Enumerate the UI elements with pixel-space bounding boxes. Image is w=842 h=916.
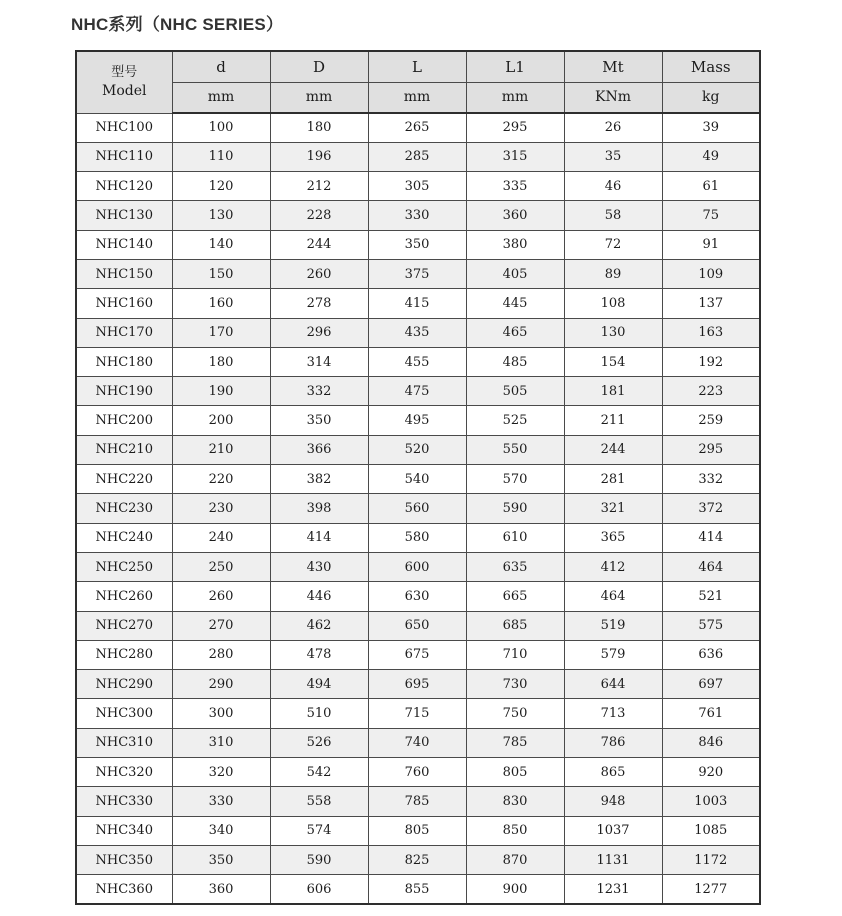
value-cell: 805 [466, 758, 564, 787]
model-cell: NHC100 [76, 113, 172, 142]
value-cell: 300 [172, 699, 270, 728]
table-row [76, 435, 760, 464]
value-cell: 430 [270, 552, 368, 581]
value-cell: 360 [466, 201, 564, 230]
value-cell: 805 [368, 816, 466, 845]
value-cell: 26 [564, 113, 662, 142]
value-cell: 137 [662, 289, 760, 318]
value-cell: 61 [662, 172, 760, 201]
col-header-d: d [172, 51, 270, 82]
value-cell: 250 [172, 552, 270, 581]
value-cell: 1003 [662, 787, 760, 816]
table-row [76, 670, 760, 699]
value-cell: 740 [368, 728, 466, 757]
model-cell: NHC320 [76, 758, 172, 787]
value-cell: 260 [172, 582, 270, 611]
model-cell: NHC350 [76, 845, 172, 874]
value-cell: 464 [662, 552, 760, 581]
value-cell: 1231 [564, 875, 662, 904]
value-cell: 414 [662, 523, 760, 552]
value-cell: 366 [270, 435, 368, 464]
value-cell: 350 [172, 845, 270, 874]
table-row [76, 845, 760, 874]
model-header-en: Model [102, 82, 147, 99]
header-name-row [76, 51, 760, 82]
value-cell: 650 [368, 611, 466, 640]
value-cell: 550 [466, 435, 564, 464]
value-cell: 630 [368, 582, 466, 611]
value-cell: 330 [368, 201, 466, 230]
value-cell: 39 [662, 113, 760, 142]
value-cell: 590 [270, 845, 368, 874]
value-cell: 850 [466, 816, 564, 845]
value-cell: 375 [368, 259, 466, 288]
value-cell: 190 [172, 377, 270, 406]
value-cell: 398 [270, 494, 368, 523]
table-row [76, 113, 760, 142]
value-cell: 464 [564, 582, 662, 611]
model-header-zh: 型号 [111, 65, 138, 81]
model-cell: NHC120 [76, 172, 172, 201]
table-row [76, 347, 760, 376]
value-cell: 713 [564, 699, 662, 728]
value-cell: 285 [368, 142, 466, 171]
value-cell: 170 [172, 318, 270, 347]
col-header-L: L [368, 51, 466, 82]
value-cell: 455 [368, 347, 466, 376]
value-cell: 280 [172, 640, 270, 669]
value-cell: 265 [368, 113, 466, 142]
value-cell: 715 [368, 699, 466, 728]
value-cell: 130 [564, 318, 662, 347]
value-cell: 305 [368, 172, 466, 201]
value-cell: 321 [564, 494, 662, 523]
value-cell: 644 [564, 670, 662, 699]
table-row [76, 611, 760, 640]
value-cell: 211 [564, 406, 662, 435]
model-cell: NHC340 [76, 816, 172, 845]
value-cell: 600 [368, 552, 466, 581]
value-cell: 1277 [662, 875, 760, 904]
value-cell: 320 [172, 758, 270, 787]
model-cell: NHC150 [76, 259, 172, 288]
value-cell: 710 [466, 640, 564, 669]
value-cell: 192 [662, 347, 760, 376]
nhc-series-spec-table [75, 50, 761, 905]
value-cell: 462 [270, 611, 368, 640]
value-cell: 75 [662, 201, 760, 230]
value-cell: 519 [564, 611, 662, 640]
value-cell: 110 [172, 142, 270, 171]
value-cell: 140 [172, 230, 270, 259]
value-cell: 786 [564, 728, 662, 757]
model-cell: NHC200 [76, 406, 172, 435]
value-cell: 296 [270, 318, 368, 347]
col-unit-D: mm [270, 82, 368, 113]
value-cell: 520 [368, 435, 466, 464]
value-cell: 760 [368, 758, 466, 787]
value-cell: 635 [466, 552, 564, 581]
value-cell: 310 [172, 728, 270, 757]
value-cell: 89 [564, 259, 662, 288]
table-row [76, 406, 760, 435]
value-cell: 465 [466, 318, 564, 347]
value-cell: 1131 [564, 845, 662, 874]
model-cell: NHC260 [76, 582, 172, 611]
value-cell: 606 [270, 875, 368, 904]
col-unit-Mt: KNm [564, 82, 662, 113]
value-cell: 846 [662, 728, 760, 757]
model-cell: NHC290 [76, 670, 172, 699]
col-unit-L: mm [368, 82, 466, 113]
col-header-L1: L1 [466, 51, 564, 82]
value-cell: 665 [466, 582, 564, 611]
value-cell: 35 [564, 142, 662, 171]
value-cell: 540 [368, 465, 466, 494]
value-cell: 435 [368, 318, 466, 347]
model-cell: NHC240 [76, 523, 172, 552]
value-cell: 340 [172, 816, 270, 845]
table-row [76, 728, 760, 757]
table-row [76, 230, 760, 259]
value-cell: 58 [564, 201, 662, 230]
table-row [76, 201, 760, 230]
model-cell: NHC170 [76, 318, 172, 347]
value-cell: 72 [564, 230, 662, 259]
value-cell: 295 [662, 435, 760, 464]
value-cell: 332 [270, 377, 368, 406]
value-cell: 750 [466, 699, 564, 728]
value-cell: 244 [270, 230, 368, 259]
value-cell: 580 [368, 523, 466, 552]
value-cell: 200 [172, 406, 270, 435]
value-cell: 270 [172, 611, 270, 640]
value-cell: 150 [172, 259, 270, 288]
value-cell: 372 [662, 494, 760, 523]
value-cell: 281 [564, 465, 662, 494]
value-cell: 675 [368, 640, 466, 669]
value-cell: 295 [466, 113, 564, 142]
model-cell: NHC220 [76, 465, 172, 494]
value-cell: 230 [172, 494, 270, 523]
model-cell: NHC140 [76, 230, 172, 259]
value-cell: 505 [466, 377, 564, 406]
value-cell: 100 [172, 113, 270, 142]
value-cell: 220 [172, 465, 270, 494]
value-cell: 685 [466, 611, 564, 640]
value-cell: 109 [662, 259, 760, 288]
table-row [76, 699, 760, 728]
value-cell: 196 [270, 142, 368, 171]
value-cell: 108 [564, 289, 662, 318]
table-row [76, 377, 760, 406]
value-cell: 228 [270, 201, 368, 230]
value-cell: 445 [466, 289, 564, 318]
value-cell: 46 [564, 172, 662, 201]
value-cell: 900 [466, 875, 564, 904]
value-cell: 278 [270, 289, 368, 318]
table-row [76, 289, 760, 318]
value-cell: 574 [270, 816, 368, 845]
value-cell: 335 [466, 172, 564, 201]
col-header-model [76, 51, 172, 113]
col-header-D: D [270, 51, 368, 82]
value-cell: 830 [466, 787, 564, 816]
value-cell: 510 [270, 699, 368, 728]
model-cell: NHC190 [76, 377, 172, 406]
value-cell: 761 [662, 699, 760, 728]
model-cell: NHC180 [76, 347, 172, 376]
value-cell: 579 [564, 640, 662, 669]
model-cell: NHC360 [76, 875, 172, 904]
value-cell: 485 [466, 347, 564, 376]
table-row [76, 172, 760, 201]
value-cell: 212 [270, 172, 368, 201]
value-cell: 870 [466, 845, 564, 874]
value-cell: 163 [662, 318, 760, 347]
value-cell: 49 [662, 142, 760, 171]
model-cell: NHC130 [76, 201, 172, 230]
value-cell: 240 [172, 523, 270, 552]
col-unit-L1: mm [466, 82, 564, 113]
value-cell: 785 [466, 728, 564, 757]
value-cell: 1172 [662, 845, 760, 874]
value-cell: 542 [270, 758, 368, 787]
value-cell: 365 [564, 523, 662, 552]
value-cell: 825 [368, 845, 466, 874]
value-cell: 521 [662, 582, 760, 611]
value-cell: 495 [368, 406, 466, 435]
model-cell: NHC330 [76, 787, 172, 816]
value-cell: 260 [270, 259, 368, 288]
value-cell: 414 [270, 523, 368, 552]
value-cell: 1037 [564, 816, 662, 845]
col-header-Mt: Mt [564, 51, 662, 82]
value-cell: 865 [564, 758, 662, 787]
value-cell: 526 [270, 728, 368, 757]
model-cell: NHC160 [76, 289, 172, 318]
value-cell: 382 [270, 465, 368, 494]
value-cell: 610 [466, 523, 564, 552]
value-cell: 405 [466, 259, 564, 288]
table-row [76, 494, 760, 523]
value-cell: 350 [368, 230, 466, 259]
value-cell: 91 [662, 230, 760, 259]
value-cell: 181 [564, 377, 662, 406]
value-cell: 920 [662, 758, 760, 787]
value-cell: 380 [466, 230, 564, 259]
value-cell: 855 [368, 875, 466, 904]
col-unit-Mass: kg [662, 82, 760, 113]
value-cell: 290 [172, 670, 270, 699]
model-cell: NHC210 [76, 435, 172, 464]
value-cell: 223 [662, 377, 760, 406]
col-header-Mass: Mass [662, 51, 760, 82]
value-cell: 180 [172, 347, 270, 376]
value-cell: 360 [172, 875, 270, 904]
value-cell: 478 [270, 640, 368, 669]
value-cell: 154 [564, 347, 662, 376]
model-cell: NHC230 [76, 494, 172, 523]
value-cell: 446 [270, 582, 368, 611]
model-cell: NHC110 [76, 142, 172, 171]
value-cell: 695 [368, 670, 466, 699]
model-cell: NHC280 [76, 640, 172, 669]
table-row [76, 318, 760, 347]
table-row [76, 816, 760, 845]
model-cell: NHC250 [76, 552, 172, 581]
table-row [76, 523, 760, 552]
value-cell: 332 [662, 465, 760, 494]
table-row [76, 465, 760, 494]
col-unit-d: mm [172, 82, 270, 113]
value-cell: 315 [466, 142, 564, 171]
value-cell: 1085 [662, 816, 760, 845]
value-cell: 330 [172, 787, 270, 816]
value-cell: 180 [270, 113, 368, 142]
value-cell: 415 [368, 289, 466, 318]
value-cell: 130 [172, 201, 270, 230]
value-cell: 590 [466, 494, 564, 523]
value-cell: 475 [368, 377, 466, 406]
value-cell: 120 [172, 172, 270, 201]
table-row [76, 582, 760, 611]
value-cell: 412 [564, 552, 662, 581]
value-cell: 636 [662, 640, 760, 669]
value-cell: 494 [270, 670, 368, 699]
header-unit-row [76, 82, 760, 113]
table-body [76, 113, 760, 904]
value-cell: 785 [368, 787, 466, 816]
value-cell: 160 [172, 289, 270, 318]
value-cell: 570 [466, 465, 564, 494]
model-cell: NHC310 [76, 728, 172, 757]
value-cell: 244 [564, 435, 662, 464]
value-cell: 558 [270, 787, 368, 816]
value-cell: 525 [466, 406, 564, 435]
value-cell: 697 [662, 670, 760, 699]
table-row [76, 758, 760, 787]
model-cell: NHC270 [76, 611, 172, 640]
table-row [76, 142, 760, 171]
table-row [76, 259, 760, 288]
value-cell: 948 [564, 787, 662, 816]
value-cell: 210 [172, 435, 270, 464]
table-row [76, 640, 760, 669]
value-cell: 575 [662, 611, 760, 640]
value-cell: 560 [368, 494, 466, 523]
table-header [76, 51, 760, 113]
value-cell: 350 [270, 406, 368, 435]
model-cell: NHC300 [76, 699, 172, 728]
page-title: NHC系列（NHC SERIES） [71, 15, 284, 34]
value-cell: 314 [270, 347, 368, 376]
table-row [76, 552, 760, 581]
value-cell: 259 [662, 406, 760, 435]
table-row [76, 787, 760, 816]
value-cell: 730 [466, 670, 564, 699]
table-row [76, 875, 760, 904]
